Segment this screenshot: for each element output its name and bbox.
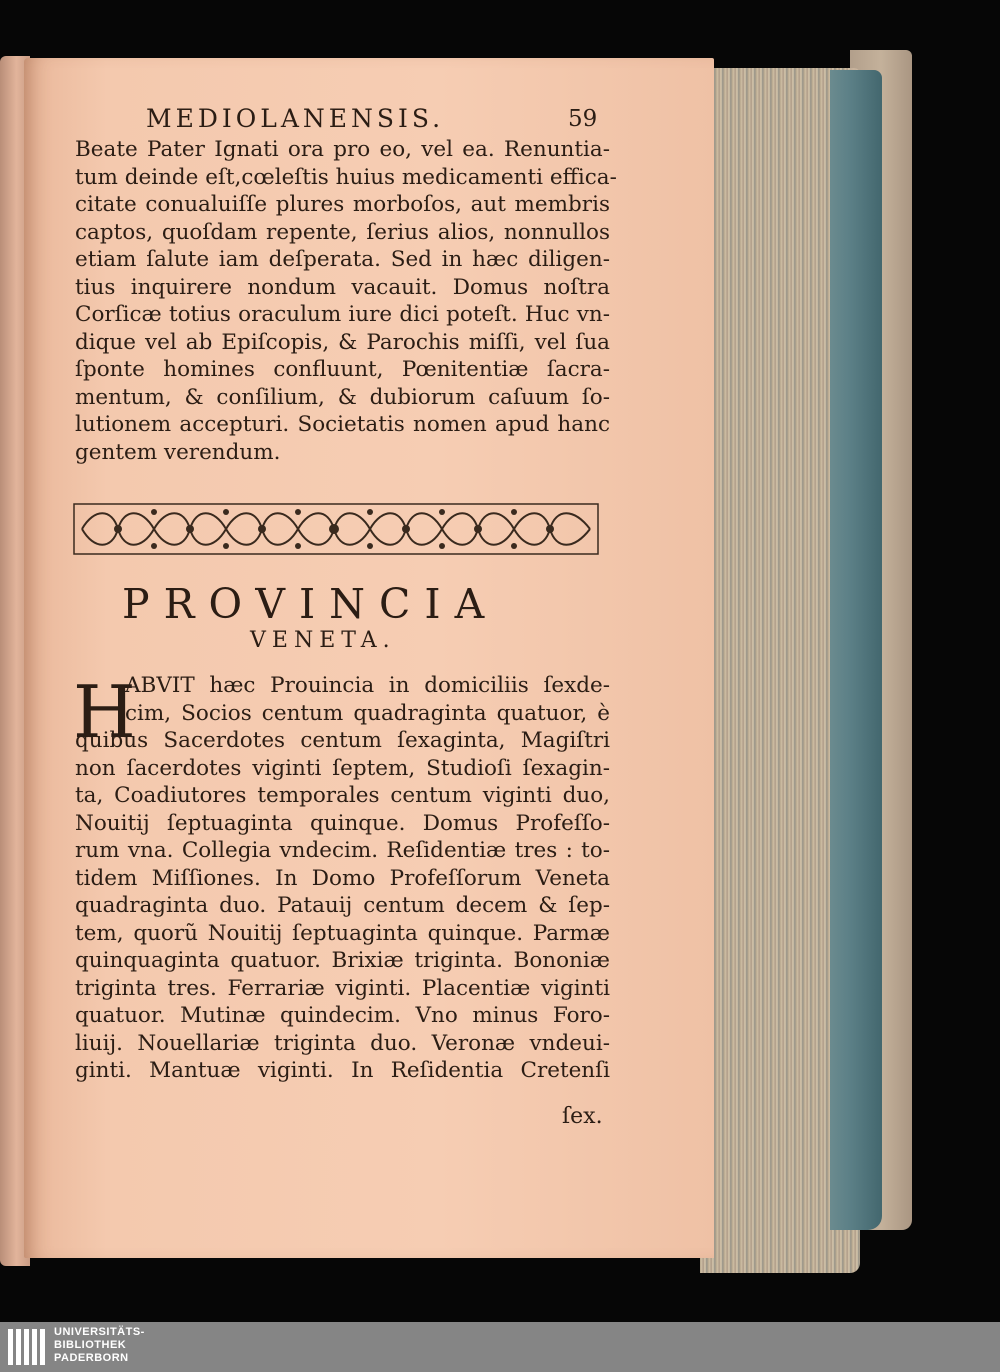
running-head-title: MEDIOLANENSIS.: [146, 104, 445, 133]
text-line: ta, Coadiutores temporales centum viginti duo,: [75, 783, 610, 808]
paragraph-2: [75, 672, 610, 1085]
text-line: dique vel ab Epiſcopis, & Parochis miſſi, vel ſua: [75, 329, 610, 355]
logo-line: UNIVERSITÄTS-: [54, 1326, 145, 1338]
paragraph-1: [75, 136, 617, 466]
text-line: Corſicæ totius oraculum iure dici poteſt. Huc vn-: [75, 302, 610, 327]
text-line: quatuor. Mutinæ quindecim. Vno minus Foro-: [75, 1003, 610, 1028]
text-line: captos, quoſdam repente, ſerius alios, nonnullos: [75, 219, 610, 245]
logo-line: BIBLIOTHEK: [54, 1339, 127, 1351]
section-subheading: VENETA.: [250, 628, 396, 653]
text-line: non ſacerdotes viginti ſeptem, Studioſi ſexagin-: [75, 755, 610, 781]
text-line: triginta tres. Ferrariæ viginti. Placentiæ viginti: [75, 975, 610, 1001]
text-line: quadraginta duo. Patauij centum decem & ſep-: [75, 893, 610, 918]
text-line: Beate Pater Ignati ora pro eo, vel ea. Renuntia-: [75, 137, 610, 162]
text-line: Nouitij ſeptuaginta quinque. Domus Profeſſo-: [75, 810, 610, 836]
text-line: ſponte homines confluunt, Pœnitentiæ ſacra-: [75, 357, 610, 382]
library-logo-text: [54, 1326, 194, 1365]
drop-cap: H: [73, 670, 136, 754]
ornament-band: [72, 498, 600, 560]
text-line: liuij. Nouellariæ triginta duo. Veronæ vndeui-: [75, 1030, 610, 1056]
text-line: quibus Sacerdotes centum ſexaginta, Magiſtri: [75, 728, 610, 753]
catchword: ſex.: [562, 1104, 603, 1129]
text-line: quinquaginta quatuor. Brixiæ triginta. Bononiæ: [75, 948, 610, 973]
text-line: ginti. Mantuæ viginti. In Reſidentia Cretenſi: [75, 1058, 610, 1083]
text-line: ABVIT hæc Prouincia in domiciliis ſexde-: [125, 673, 610, 698]
text-line: citate conualuiſſe plures morboſos, aut membris: [75, 192, 610, 217]
section-heading: PROVINCIA: [122, 580, 499, 628]
running-head: [90, 104, 610, 138]
text-line: tem, quorũ Nouitij ſeptuaginta quinque. Parmæ: [75, 920, 610, 946]
text-line: tum deinde eſt,cœleſtis huius medicamenti effica-: [75, 164, 617, 190]
text-line: lutionem accepturi. Societatis nomen apud hanc: [75, 412, 610, 437]
page-number: 59: [568, 106, 598, 132]
library-logo-icon: [6, 1325, 50, 1369]
text-line: cim, Socios centum quadraginta quatuor, è: [125, 700, 610, 726]
text-line: gentem verendum.: [75, 439, 281, 465]
text-line: mentum, & conſilium, & dubiorum caſuum ſo-: [75, 384, 610, 410]
text-line: tidem Miſſiones. In Domo Profeſſorum Veneta: [75, 865, 610, 891]
text-line: tius inquirere nondum vacauit. Domus noſtra: [75, 274, 610, 300]
text-line: rum vna. Collegia vndecim. Reſidentiæ tres : to-: [75, 838, 610, 863]
logo-line: PADERBORN: [54, 1352, 129, 1364]
text-line: etiam ſalute iam deſperata. Sed in hæc diligen-: [75, 247, 610, 272]
page-edge-colored: [830, 70, 882, 1230]
